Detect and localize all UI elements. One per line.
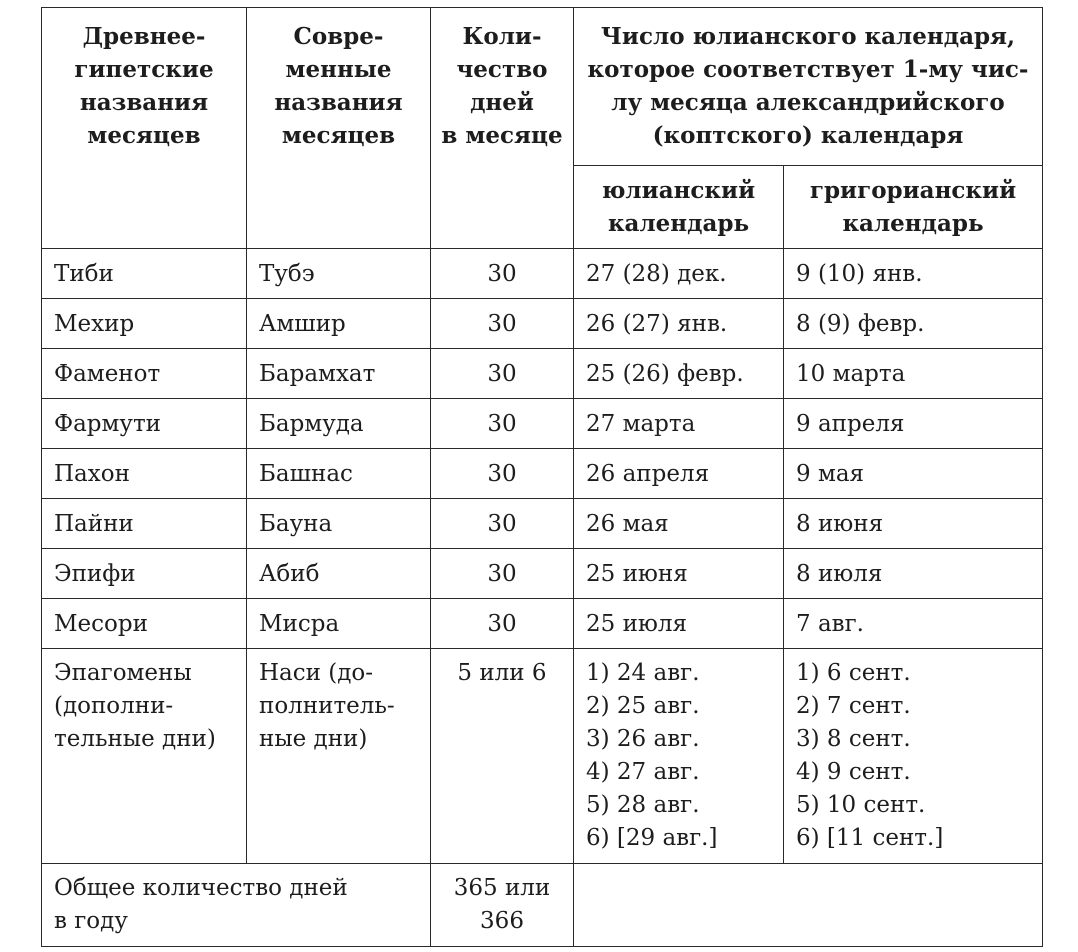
table-row — [42, 399, 1043, 449]
cell-julian: 25 июля — [574, 599, 784, 649]
cell-gregorian: 1) 6 сент. 2) 7 сент. 3) 8 сент. 4) 9 сент. 5) 10 сент. 6) [11 сент.] — [784, 649, 1043, 864]
header-gregorian: григорианский календарь — [784, 166, 1043, 249]
header-modern-names: Совре- менные названия месяцев — [247, 8, 431, 249]
cell-ancient: Мехир — [42, 299, 247, 349]
table-row — [42, 449, 1043, 499]
table-row — [42, 299, 1043, 349]
cell-ancient: Эпифи — [42, 549, 247, 599]
cell-modern: Бармуда — [247, 399, 431, 449]
cell-modern: Бауна — [247, 499, 431, 549]
cell-ancient: Пахон — [42, 449, 247, 499]
cell-days: 5 или 6 — [431, 649, 574, 864]
cell-days: 30 — [431, 249, 574, 299]
cell-days: 30 — [431, 449, 574, 499]
cell-ancient: Фаменот — [42, 349, 247, 399]
header-date-group: Число юлианского календаря, которое соответствует 1-му чис- лу месяца александрийского (коптского) календаря — [574, 8, 1043, 166]
cell-gregorian: 8 (9) февр. — [784, 299, 1043, 349]
calendar-table — [41, 7, 1043, 947]
cell-ancient: Месори — [42, 599, 247, 649]
cell-gregorian: 9 мая — [784, 449, 1043, 499]
table-row — [42, 599, 1043, 649]
cell-julian: 26 (27) янв. — [574, 299, 784, 349]
cell-days: 30 — [431, 399, 574, 449]
cell-ancient: Тиби — [42, 249, 247, 299]
table-row — [42, 249, 1043, 299]
cell-modern: Амшир — [247, 299, 431, 349]
cell-julian: 25 июня — [574, 549, 784, 599]
table-row — [42, 499, 1043, 549]
cell-days: 30 — [431, 549, 574, 599]
cell-julian: 25 (26) февр. — [574, 349, 784, 399]
cell-gregorian: 9 (10) янв. — [784, 249, 1043, 299]
epagomenal-row — [42, 649, 1043, 864]
cell-modern: Барамхат — [247, 349, 431, 399]
total-row — [42, 864, 1043, 947]
cell-modern: Тубэ — [247, 249, 431, 299]
cell-julian: 27 (28) дек. — [574, 249, 784, 299]
cell-julian: 27 марта — [574, 399, 784, 449]
header-julian: юлианский календарь — [574, 166, 784, 249]
table-header — [42, 8, 1043, 249]
cell-julian: 26 апреля — [574, 449, 784, 499]
cell-days: 30 — [431, 349, 574, 399]
cell-ancient: Пайни — [42, 499, 247, 549]
cell-days: 30 — [431, 299, 574, 349]
cell-julian: 26 мая — [574, 499, 784, 549]
total-days: 365 или 366 — [431, 864, 574, 947]
header-days-count: Коли- чество дней в месяце — [431, 8, 574, 249]
cell-days: 30 — [431, 599, 574, 649]
cell-gregorian: 8 июля — [784, 549, 1043, 599]
cell-julian: 1) 24 авг. 2) 25 авг. 3) 26 авг. 4) 27 авг. 5) 28 авг. 6) [29 авг.] — [574, 649, 784, 864]
cell-gregorian: 8 июня — [784, 499, 1043, 549]
header-ancient-names: Древнее- гипетские названия месяцев — [42, 8, 247, 249]
table-row — [42, 549, 1043, 599]
cell-gregorian: 7 авг. — [784, 599, 1043, 649]
total-label: Общее количество дней в году — [42, 864, 431, 947]
cell-gregorian: 9 апреля — [784, 399, 1043, 449]
table-row — [42, 349, 1043, 399]
cell-ancient: Фармути — [42, 399, 247, 449]
cell-modern: Наси (до- полнитель- ные дни) — [247, 649, 431, 864]
cell-modern: Абиб — [247, 549, 431, 599]
cell-ancient: Эпагомены (дополни- тельные дни) — [42, 649, 247, 864]
cell-days: 30 — [431, 499, 574, 549]
header-row — [42, 8, 1043, 166]
table-body — [42, 249, 1043, 947]
cell-modern: Мисра — [247, 599, 431, 649]
total-empty-cell — [574, 864, 1043, 947]
cell-modern: Башнас — [247, 449, 431, 499]
cell-gregorian: 10 марта — [784, 349, 1043, 399]
